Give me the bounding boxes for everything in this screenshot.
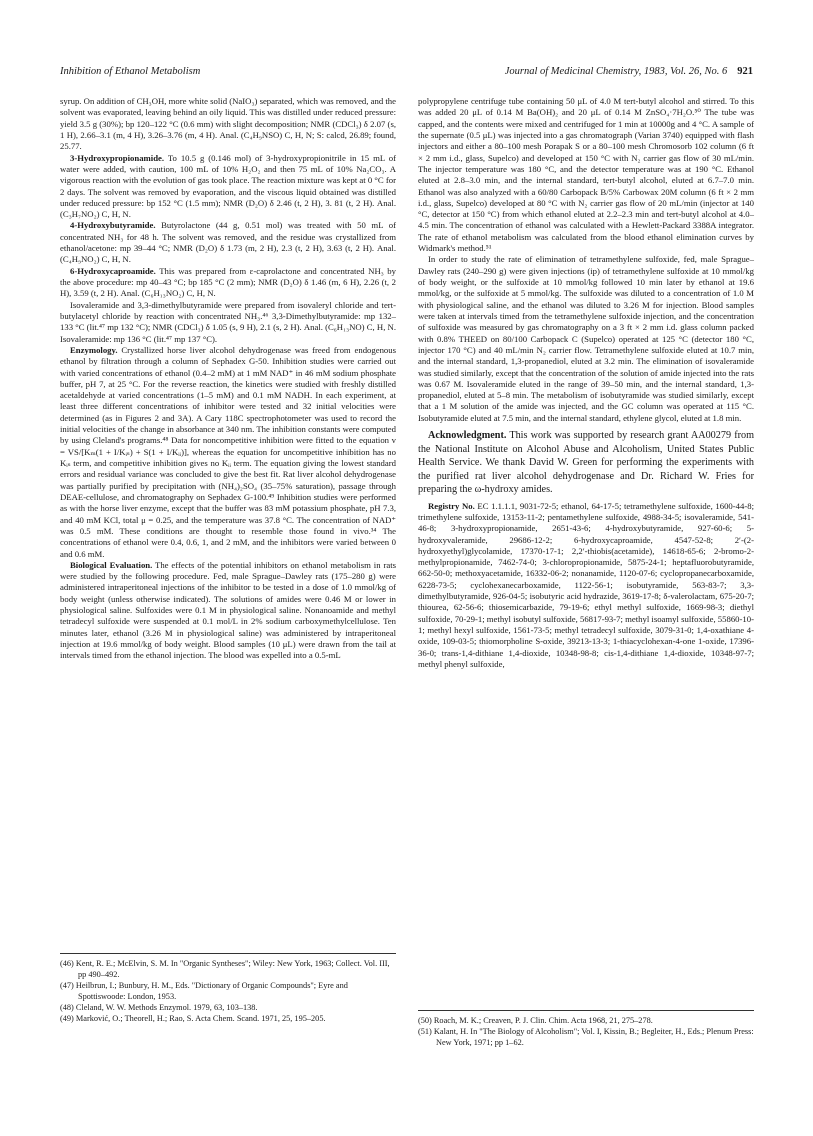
paragraph: 3-Hydroxypropionamide. To 10.5 g (0.146 mol) of 3-hydroxypropionitrile in 15 mL of water were added, with caution, 100 mL of 10% H₂O₂ and then 75 mL of 10% Na₂CO₃. A vigorous reaction with the evolution of gas took place. The reaction mixture was kept at 0 °C for 2 days. The solvent was removed by evaporation, and the viscous liquid obtained was distilled under reduced pressure: bp 152 °C (1.5 mm); NMR (D₂O) δ 2.46 (t, 2 H), 3. 81 (t, 2 H). Anal. (C₃H₇NO₂) C, H, N.	[60, 152, 396, 220]
reference: (48) Cleland, W. W. Methods Enzymol. 1979, 63, 103–138.	[60, 1003, 258, 1012]
paragraph: 6-Hydroxycaproamide. This was prepared from ε-caprolactone and concentrated NH₃ by the above procedure: mp 40–43 °C; bp 185 °C (2 mm); NMR (D₂O) δ 1.46 (m, 6 H), 2.26 (t, 2 H), 3.59 (t, 2 H). Anal. (C₆H₁₃NO₂) C, H, N.	[60, 265, 396, 299]
paragraph: Enzymology. Crystallized horse liver alcohol dehydrogenase was freed from endogenous ethanol by filtration through a column of Sephadex G-50. Inhibition studies were carried out with varied concentrations of ethanol (0.4–2 mM) at 1 mM NAD⁺ in 46 mM sodium phosphate buffer, pH 7, at 25 °C. For the reverse reaction, the kinetics were studied with freshly distilled acetaldehyde at varied concentrations (1–5 mM) and 0.1 mM NADH. In each experiment, at least three different concentrations of inhibitor were tested and 32 initial velocities were determined (as in Figures 2 and 3A). A Cary 118C spectrophotometer was used to record the initial velocities of the change in absorbance at 340 nm. The inhibition constants were computed by using Cleland's programs.⁴⁸ Data for noncompetitive inhibition were fitted to the equation v = VS/[Kₘ(1 + I/Kᵢₛ) + S(1 + I/Kᵢᵢ)], whereas the equation for uncompetitive inhibition has no Kᵢₛ term, and competitive inhibition gives no Kᵢᵢ term. The equation giving the lowest standard errors and residual variance was concluded to give the best fit. Rat liver alcohol dehydrogenase was partially purified by precipitation with (NH₄)₂SO₄ (35–75% saturation), passage through DEAE-cellulose, and chromatography on Sephadex G-100.⁴⁹ Inhibition studies were performed as with the horse liver enzyme, except that the buffer was 83 mM potassium phosphate, pH 7.3, and 40 mM KCl, total μ = 0.25, and the temperature was 37.8 °C. The concentration of NAD⁺ was 0.5 mM. These conditions are thought to resemble those found in vivo.³⁴ The concentrations of ethanol were 0.4, 0.6, 1, and 2 mM, and the inhibitors were varied between 0 and 0.6 mM.	[60, 344, 396, 559]
right-column	[418, 96, 754, 1086]
registry-heading: Registry No.	[428, 500, 475, 511]
journal-citation	[505, 66, 753, 77]
footnote-rule	[418, 1010, 754, 1011]
reference: (47) Heilbrun, I.; Bunbury, H. M., Eds. "Dictionary of Organic Compounds"; Eyre and Spottiswoode: London, 1953.	[60, 981, 348, 1001]
reference: (49) Marković, O.; Theorell, H.; Rao, S. Acta Chem. Scand. 1971, 25, 195–205.	[60, 1014, 326, 1023]
paragraph: 4-Hydroxybutyramide. Butyrolactone (44 g, 0.51 mol) was treated with 50 mL of concentrated NH₃ for 48 h. The solvent was removed, and the residue was crystallized from ethanol/acetone: mp 39–44 °C; NMR (D₂O) δ 1.73 (m, 2 H), 2.3 (t, 2 H), 3.63 (t, 2 H). Anal. (C₄H₉NO₂) C, H, N.	[60, 220, 396, 265]
paragraph: polypropylene centrifuge tube containing 50 μL of 4.0 M tert-butyl alcohol and stirred. To this was added 20 μL of 0.14 M Ba(OH)₂ and 20 μL of 0.14 M ZnSO₄·7H₂O.⁵⁰ The tube was capped, and the contents were mixed and centrifuged for 1 min at 10000g and 4 °C. A sample of the supernate (0.5 μL) was injected into a gas chromatograph (Varian 3740) equipped with flash injectors and either a 80–100 mesh Porapak S or a 80–100 mesh Chromosorb 102 column (6 ft × 2 mm i.d., glass, Supelco) and developed at 150 °C with N₂ carrier gas flow of 30 mL/min. The injector temperature was 180 °C, and the detector temperature was at 190 °C. Ethanol eluted at 2.8–3.0 min, and the internal standard, tert-butyl alcohol, eluted at 6.7–7.0 min. Ethanol was also analyzed with a 60/80 Carbopack B/5% Carbowax 20M column (6 ft × 2 mm i.d., glass, Supelco) developed at 80 °C with N₂ carrier gas flow of 20 mL/min (injector at 140 °C, detector at 150 °C) from which ethanol eluted at 2.2–2.3 min and tert-butyl alcohol at 4.0–4.5 min. The concentration of ethanol was calculated with a Hewlett-Packard 3388A integrator. The rate of ethanol metabolism was calculated from the blood ethanol elimination curves by Widmark's method.⁵¹	[418, 96, 754, 254]
paragraph-heading: Biological Evaluation.	[70, 559, 153, 570]
registry-numbers: Registry No. EC 1.1.1.1, 9031-72-5; ethanol, 64-17-5; tetramethylene sulfoxide, 1600-44-8; trimethylene sulfoxide, 13153-11-2; pentamethylene sulfoxide, 4988-34-5; isovaleramide, 541-46-8; 3-hydroxypropionamide, 2651-43-6; 4-hydroxybutyramide, 927-60-6; 5-hydroxyvaleramide, 29686-12-2; 6-hydroxycaproamide, 4547-52-8; 2′-(2-hydroxyethyl)glycolamide, 17370-17-1; 2,2′-thiobis(acetamide), 14618-65-6; 2-bromo-2-methylpropionamide, 7462-74-0; 3-chloropropionamide, 5875-24-1; heptafluorobutyramide, 662-50-0; methoxyacetamide, 16332-06-2; nonanamide, 1120-07-6; cyclopropanecarboxamide, 6228-73-5; cyclohexanecarboxamide, 1122-56-1; isobutyramide, 563-83-7; 3,3-dimethylbutyramide, 926-04-5; isobutyric acid hydrazide, 3619-17-8; δ-valerolactam, 675-20-7; thiourea, 62-56-6; thiosemicarbazide, 79-19-6; ethyl methyl sulfoxide, 1669-98-3; diethyl sulfoxide, 70-29-1; methyl isobutyl sulfoxide, 56817-93-7; methyl isoamyl sulfoxide, 55860-10-1; methyl hexyl sulfoxide, 1561-73-5; methyl tetradecyl sulfoxide, 3079-31-0; 1,4-oxathiane 4-oxide, 109-03-5; thiomorpholine S-oxide, 39213-13-3; 1-thiacyclohexan-4-one 1-oxide, 17396-36-0; trans-1,4-dithiane 1,4-dioxide, 10348-98-8; cis-1,4-dithiane 1,4-dioxide, 10348-97-7; methyl phenyl sulfoxide,	[418, 500, 755, 669]
paragraph-heading: Enzymology.	[70, 344, 118, 355]
running-title: Inhibition of Ethanol Metabolism	[60, 66, 201, 77]
acknowledgment: Acknowledgment. This work was supported by research grant AA00279 from the National Institute on Alcohol Abuse and Alcoholism, United States Public Health Service. We thank David W. Green for performing the experiments with the purified rat liver alcohol dehydrogenase and Dr. Richard W. Fries for preparing the ω-hydroxy amides.	[418, 430, 754, 496]
paragraph: syrup. On addition of CH₃OH, more white solid (NaIO₃) separated, which was removed, and the solvent was evaporated, leaving behind an oily liquid. This was distilled under reduced pressure: yield 3.5 g (30%); bp 120–122 °C (0.6 mm) with slight decomposition; NMR (CDCl₃) δ 2.07 (s, 1 H), 2.66–3.1 (m, 4 H), 3.26–3.76 (m, 4 H). Anal. (C₄H₉NSO) C, H, N; S: calcd, 26.89; found, 25.77.	[60, 96, 396, 152]
page-number: 921	[737, 66, 753, 77]
paragraph: In order to study the rate of elimination of tetramethylene sulfoxide, fed, male Sprague–Dawley rats (240–290 g) were given injections (ip) of tetramethylene sulfoxide at 10 mmol/kg of body weight, or the sulfoxide at 10 mmol/kg followed 10 min later by ethanol at 19.6 mmol/kg, or the sulfoxide at 5 mmol/kg. The sulfoxide was diluted to a concentration of 1.0 M with physiological saline, and the ethanol was diluted to 3.26 M for injection. Blood samples were taken at intervals timed from the tetramethylene sulfoxide injection, and the concentration of sulfoxide was measured by gas chromatography on a 3 ft × 2 mm i.d. glass column packed with 0.8% THEED on 80/100 Carbopack C (Supelco) operated at 125 °C (detector 180 °C, injector 170 °C) and 40 mL/min N₂ carrier flow. Tetramethylene sulfoxide eluted at 10.7 min, and the internal standard, 1,3-propanediol, eluted at 3.2 min. The elimination of isovaleramide was studied similarly, except that the concentration of the solution of amide injected into the rats was 0.67 M. Isovaleramide eluted in the range of 39–50 min, and the internal standard, 1,3-propanediol, eluted at 5–8 min. The metabolism of isobutyramide was studied similarly, except that a 1 M solution of the amide was injected, and the GC column was operated at 115 °C. Isobutyramide eluted at 7.5 min, and the internal standard, ethylene glycol, eluted at 1.8 min.	[418, 254, 754, 423]
footnote-rule	[60, 953, 396, 954]
paragraph: Isovaleramide and 3,3-dimethylbutyramide were prepared from isovaleryl chloride and tert-butylacetyl chloride by reaction with concentrated NH₃.⁴⁶ 3,3-Dimethylbutyramide: mp 132–133 °C (lit.⁴⁷ mp 132 °C); NMR (CDCl₃) δ 1.05 (s, 9 H), 2.1 (s, 2 H). Anal. (C₆H₁₃NO) C, H, N. Isovaleramide: mp 136 °C (lit.⁴⁷ mp 137 °C).	[60, 299, 396, 344]
journal-name: Journal of Medicinal Chemistry, 1983, Vol. 26, No. 6	[504, 66, 728, 77]
footnotes-left	[60, 953, 396, 1024]
reference: (46) Kent, R. E.; McElvin, S. M. In "Organic Syntheses"; Wiley: New York, 1963; Collect. Vol. III, pp 490–492.	[60, 959, 390, 979]
reference: (51) Kalant, H. In "The Biology of Alcoholism"; Vol. I, Kissin, B.; Begleiter, H., Eds.; Plenum Press: New York, 1971; pp 1–62.	[418, 1027, 754, 1047]
reference: (50) Roach, M. K.; Creaven, P. J. Clin. Chim. Acta 1968, 21, 275–278.	[418, 1016, 653, 1025]
acknowledgment-heading: Acknowledgment.	[428, 430, 507, 442]
paragraph-heading: 4-Hydroxybutyramide.	[70, 220, 156, 231]
paragraph-heading: 3-Hydroxypropionamide.	[70, 152, 165, 163]
running-header	[60, 66, 753, 82]
paragraph: Biological Evaluation. The effects of the potential inhibitors on ethanol metabolism in rats were studied by the following procedure. Fed, male Sprague–Dawley rats (175–280 g) were administered intraperitoneal injections of the inhibitor to be tested in a dose of 1.0 mmol/kg of body weight (unless otherwise indicated). The solutions of amides were 0.46 M or lower in physiological saline. Sulfoxides were 0.1 M in physiological saline. Nonanoamide and methyl tetradecyl sulfoxide were suspended at 0.1 mol/L in 2% sodium carboxymethylcellulose. Ten minutes later, ethanol (3.26 M in physiological saline) was administered by intraperitoneal injection at 19.6 mmol/kg of body weight. Blood samples (10 μL) were drawn from the tail at intervals timed from the ethanol injection. The blood was expelled into a 0.5-mL	[60, 559, 396, 661]
paragraph-heading: 6-Hydroxycaproamide.	[70, 265, 156, 276]
left-column	[60, 96, 396, 930]
footnotes-right	[418, 1010, 754, 1048]
